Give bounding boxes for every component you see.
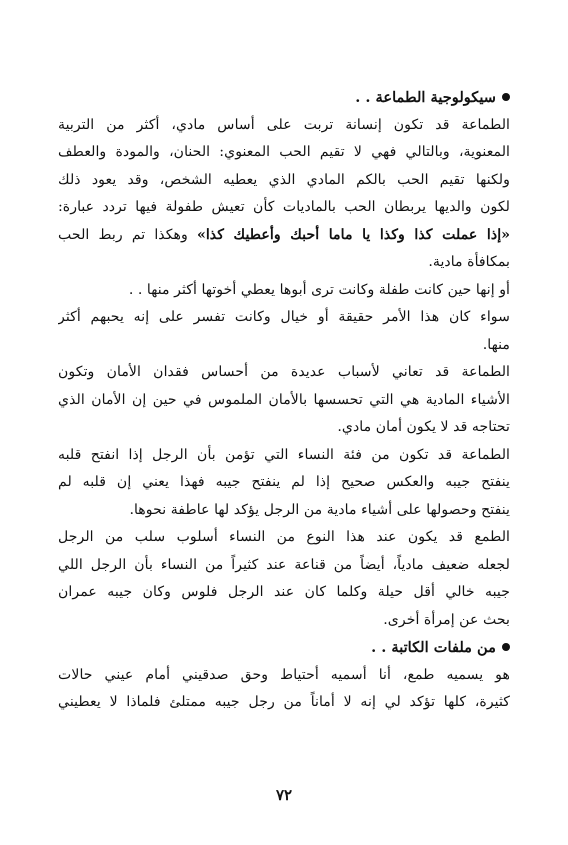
bullet-icon [502, 93, 510, 101]
paragraph-line: سواء كان هذا الأمر حقيقة أو خيال وكانت تفسر على إنه يحبهم أكثر [58, 309, 510, 325]
paragraph-line: المعنوية، وبالتالي فهي لا تقيم الحب المعنوي: الحنان، والمودة والعطف [58, 144, 510, 160]
paragraph-line: الطماعة قد تكون من فئة النساء التي تؤمن بأن الرجل إذا انفتح قلبه [58, 446, 510, 463]
paragraph-line: الطماعة قد تعاني لأسباب عديدة من أحساس فقدان الأمان وتكون [58, 364, 510, 380]
bullet-icon [502, 643, 510, 651]
paragraph-line: تحتاجه قد لا يكون أمان مادي. [337, 419, 510, 435]
heading-text: من ملفات الكاتبة . . [371, 639, 496, 656]
paragraph-line: الأشياء المادية هي التي تحسسها بالأمان الملموس في حين إن الأمان الذي [58, 391, 510, 408]
heading-text: سيكولوجية الطماعة . . [355, 89, 496, 106]
section-heading-psychology [58, 84, 510, 112]
paragraph-line: أو إنها حين كانت طفلة وكانت ترى أبوها يعطي أخوتها أكثر منها . . [128, 281, 510, 298]
paragraph-line: ينفتح جيبه والعكس صحيح إذا لم ينفتح جيبه فهذا يعني إن قلبه لم [58, 474, 510, 490]
paragraph-line: لكون والديها يربطان الحب بالماديات كأن تعيش طفولة فيها تردد عبارة: [58, 199, 510, 215]
paragraph-line: ينفتح وحصولها على أشياء مادية من الرجل يؤكد لها عاطفة نحوها. [129, 501, 510, 518]
quote-tail: وهكذا تم ربط الحب [58, 226, 197, 243]
page-body [58, 84, 510, 717]
paragraph-line: لجعله ضعيف مادياً، أيضاً من قناعة عند كثيراً من النساء بأن الرجل اللي [58, 556, 510, 573]
paragraph-line-with-quote [58, 222, 510, 250]
paragraph-line: كثيرة، كلها تؤكد لي إنه لا أماناً من رجل جيبه ممتلئ فلماذا لا يعطيني [58, 694, 510, 710]
paragraph-line: ولكنها تقيم الحب بالكم المادي الذي يعطيه الشخص، وقد يعود ذلك [58, 171, 510, 188]
section-heading-files [58, 634, 510, 662]
paragraph-line: جيبه خالي أقل حيلة وكلما كان عند الرجل فلوس وكان جيبه عمران [58, 584, 510, 600]
paragraph-line: هو يسميه طمع، أنا أسميه أحتياط وحق صدقيني أمام عيني حالات [58, 666, 510, 683]
paragraph-line: الطمع قد يكون عند هذا النوع من النساء أسلوب سلب من الرجل [58, 529, 510, 545]
paragraph-line: بحث عن إمرأة أخرى. [383, 611, 510, 628]
paragraph-line: الطماعة قد تكون إنسانة تربت على أساس مادي، أكثر من التربية [58, 116, 510, 133]
paragraph-line: بمكافأة مادية. [428, 254, 510, 270]
page-number: ٧٢ [275, 786, 293, 804]
quote-text: «إذا عملت كذا وكذا يا ماما أحبك وأعطيك كذا» [197, 226, 510, 243]
paragraph-line: منها. [482, 336, 510, 353]
